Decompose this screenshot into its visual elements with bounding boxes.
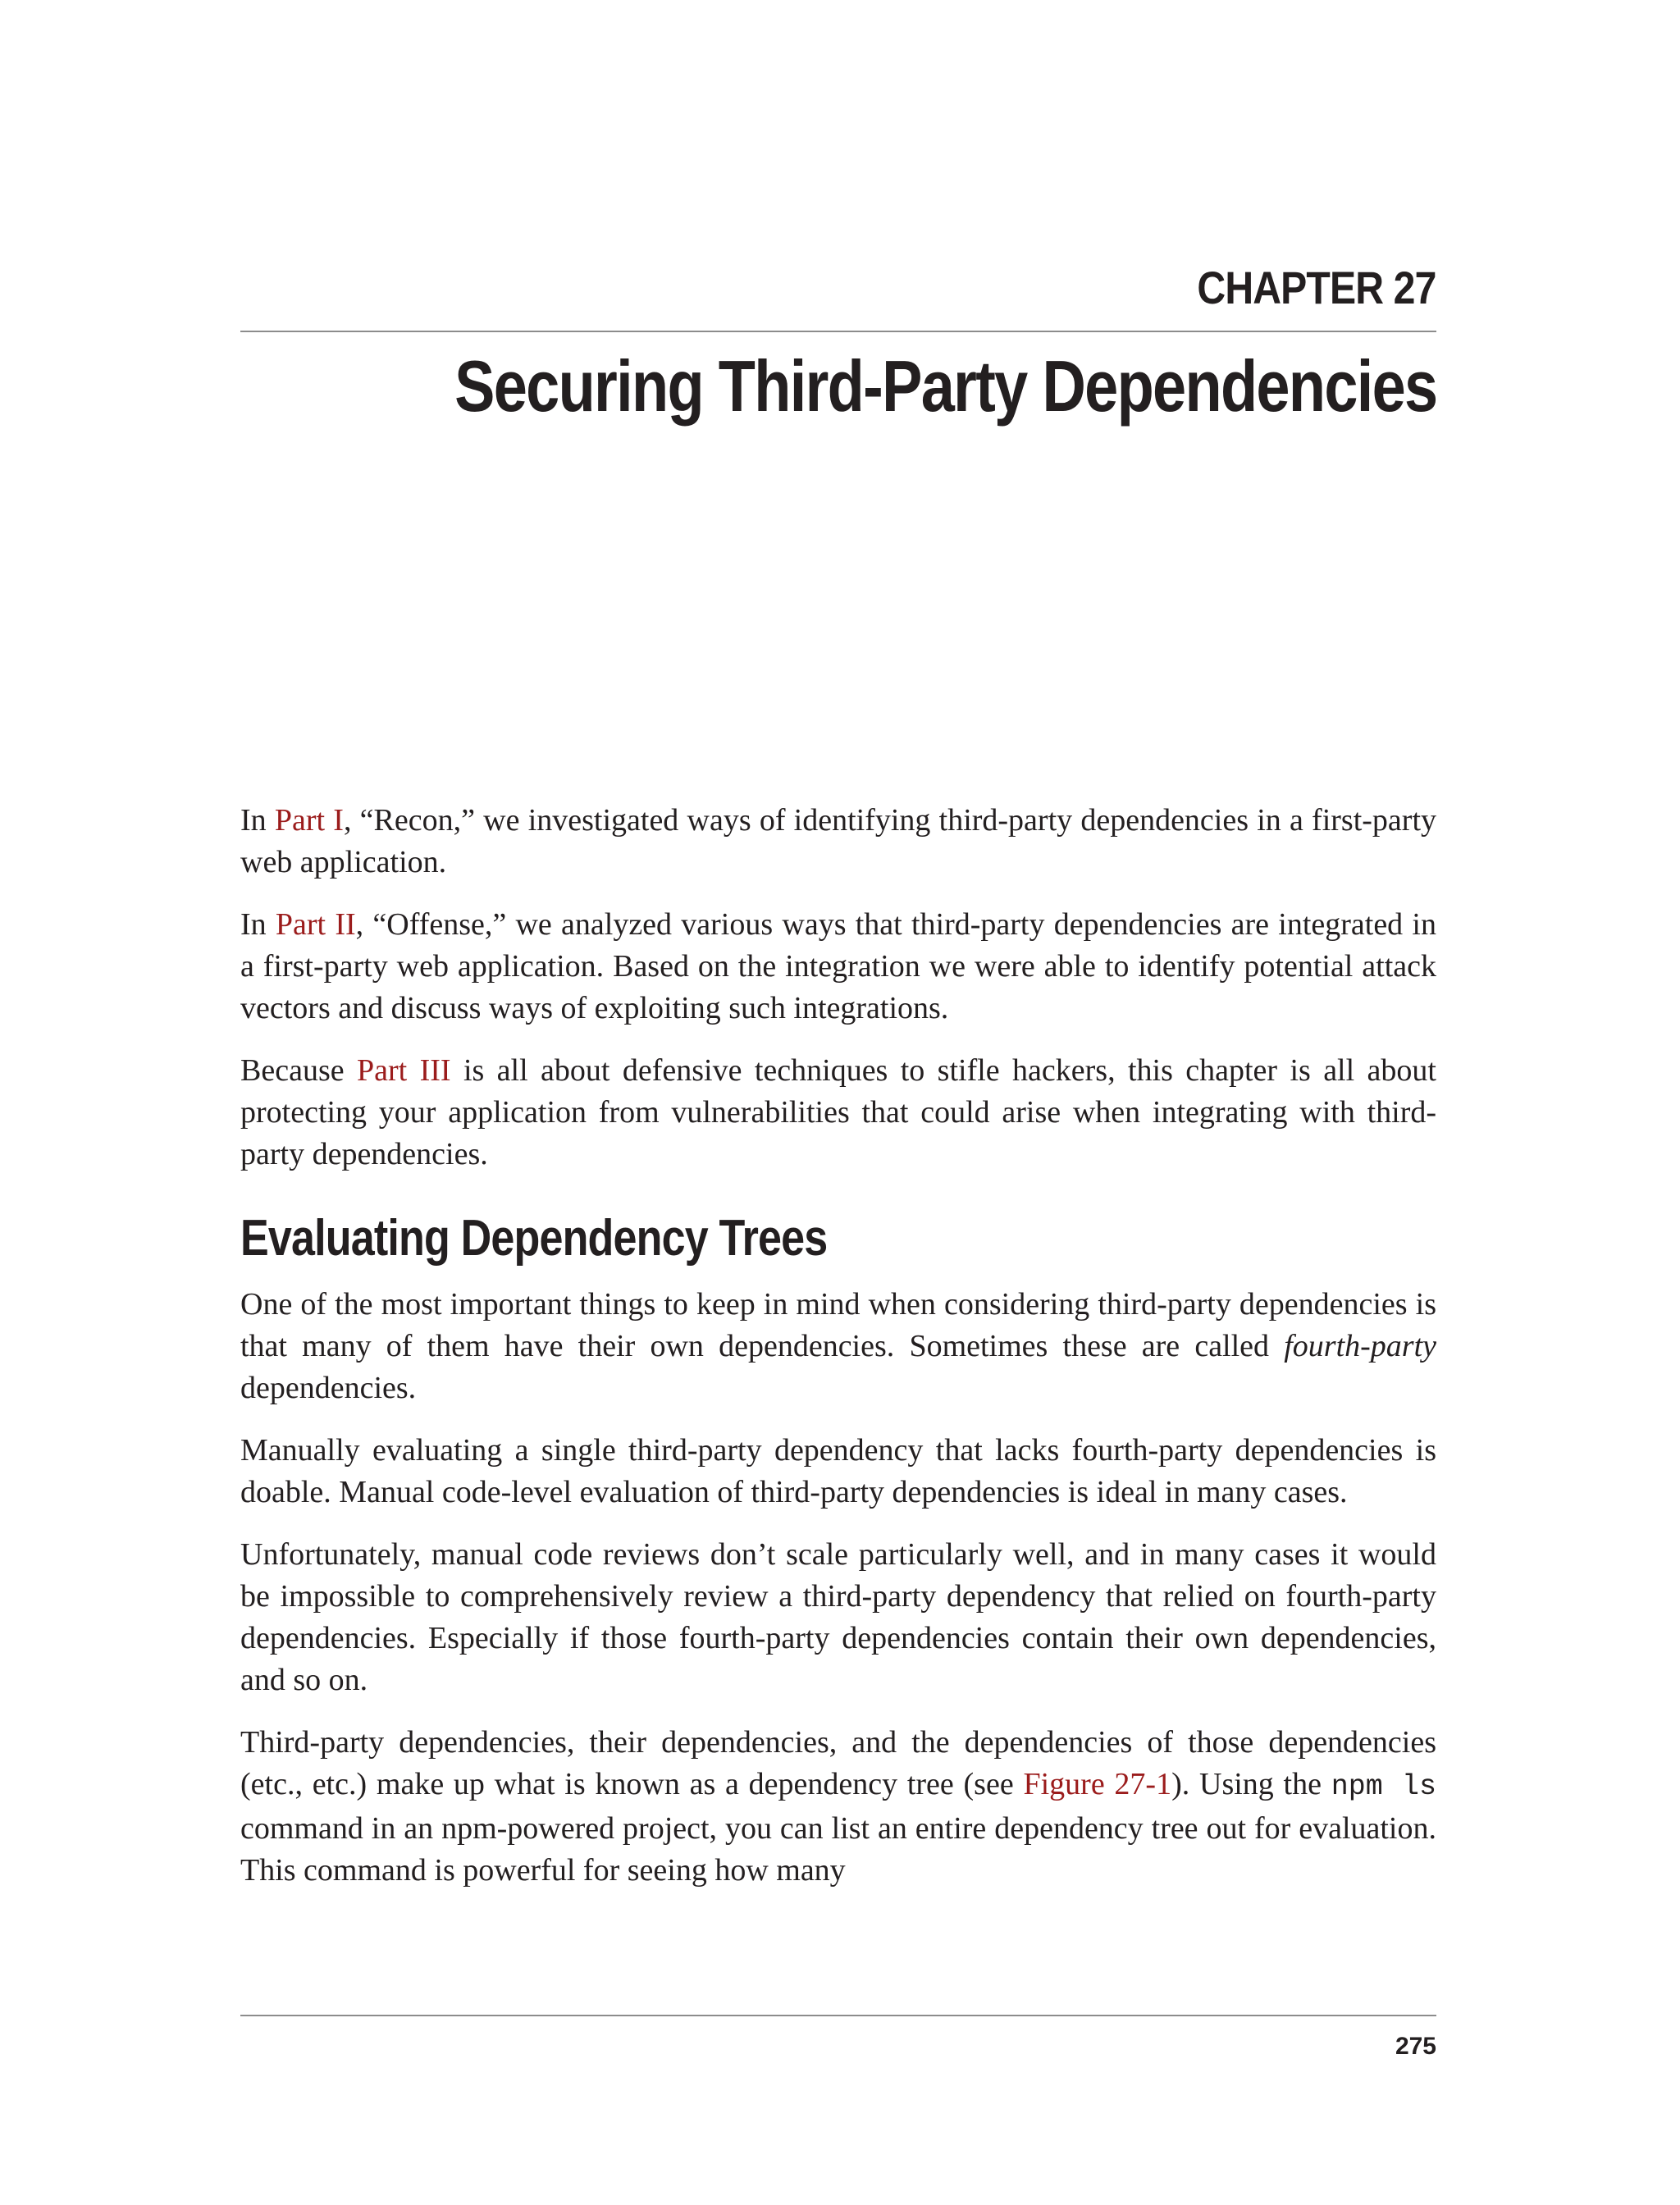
text-span: One of the most important things to keep in mind when considering third-party dependencies is that many of them have their own dependencies. Sometimes these are called bbox=[240, 1287, 1436, 1363]
chapter-label: CHAPTER 27 bbox=[1197, 262, 1436, 313]
text-span: , “Offense,” we analyzed various ways that third-party dependencies are integrated in a first-party web application. Based on the integration we were able to identify potential attack vectors and discuss ways of exploiting such integrations. bbox=[240, 907, 1436, 1025]
page-number: 275 bbox=[1395, 2033, 1436, 2060]
part-3-link[interactable]: Part III bbox=[357, 1053, 451, 1088]
text-span: ). Using the bbox=[1171, 1767, 1331, 1801]
body-text bbox=[240, 800, 1436, 1912]
footer-rule bbox=[240, 2015, 1436, 2016]
part-2-link[interactable]: Part II bbox=[275, 907, 356, 942]
text-span: In bbox=[240, 907, 276, 942]
chapter-rule bbox=[240, 331, 1436, 332]
intro-paragraph-3 bbox=[240, 1050, 1436, 1176]
text-span: is all about defensive techniques to stifle hackers, this chapter is all about protecting your application from vulnerabilities that could arise when integrating with third-party dependencies. bbox=[240, 1053, 1436, 1171]
text-span: dependencies. bbox=[240, 1371, 417, 1405]
text-span: , “Recon,” we investigated ways of identifying third-party dependencies in a first-party web application. bbox=[240, 803, 1436, 879]
italic-term: fourth-party bbox=[1284, 1329, 1436, 1363]
text-span: Because bbox=[240, 1053, 357, 1088]
text-span: command in an npm-powered project, you can list an entire dependency tree out for evaluation. This command is powerful for seeing how many bbox=[240, 1811, 1436, 1888]
inline-code: npm ls bbox=[1331, 1770, 1436, 1803]
section-heading: Evaluating Dependency Trees bbox=[240, 1210, 828, 1267]
text-span: Third-party dependencies, their dependencies, and the dependencies of those dependencies (etc., etc.) make up what is known as a dependency tree (see bbox=[240, 1725, 1436, 1801]
text-span: In bbox=[240, 803, 275, 838]
figure-link[interactable]: Figure 27-1 bbox=[1023, 1767, 1172, 1801]
section-paragraph-3: Unfortunately, manual code reviews don’t scale particularly well, and in many cases it would be impossible to comprehensively review a third-party dependency that relied on fourth-party dependencies. Especially if those fourth-party dependencies contain their own dependencies, and so on. bbox=[240, 1537, 1436, 1697]
intro-paragraph-2 bbox=[240, 904, 1436, 1029]
intro-paragraph-1 bbox=[240, 800, 1436, 883]
chapter-title: Securing Third-Party Dependencies bbox=[454, 345, 1436, 427]
section-paragraph-2: Manually evaluating a single third-party dependency that lacks fourth-party dependencies is doable. Manual code-level evaluation of third-party dependencies is ideal in many cases. bbox=[240, 1433, 1436, 1509]
section-paragraph-4 bbox=[240, 1722, 1436, 1892]
section-paragraph-1 bbox=[240, 1284, 1436, 1409]
part-1-link[interactable]: Part I bbox=[274, 803, 344, 838]
